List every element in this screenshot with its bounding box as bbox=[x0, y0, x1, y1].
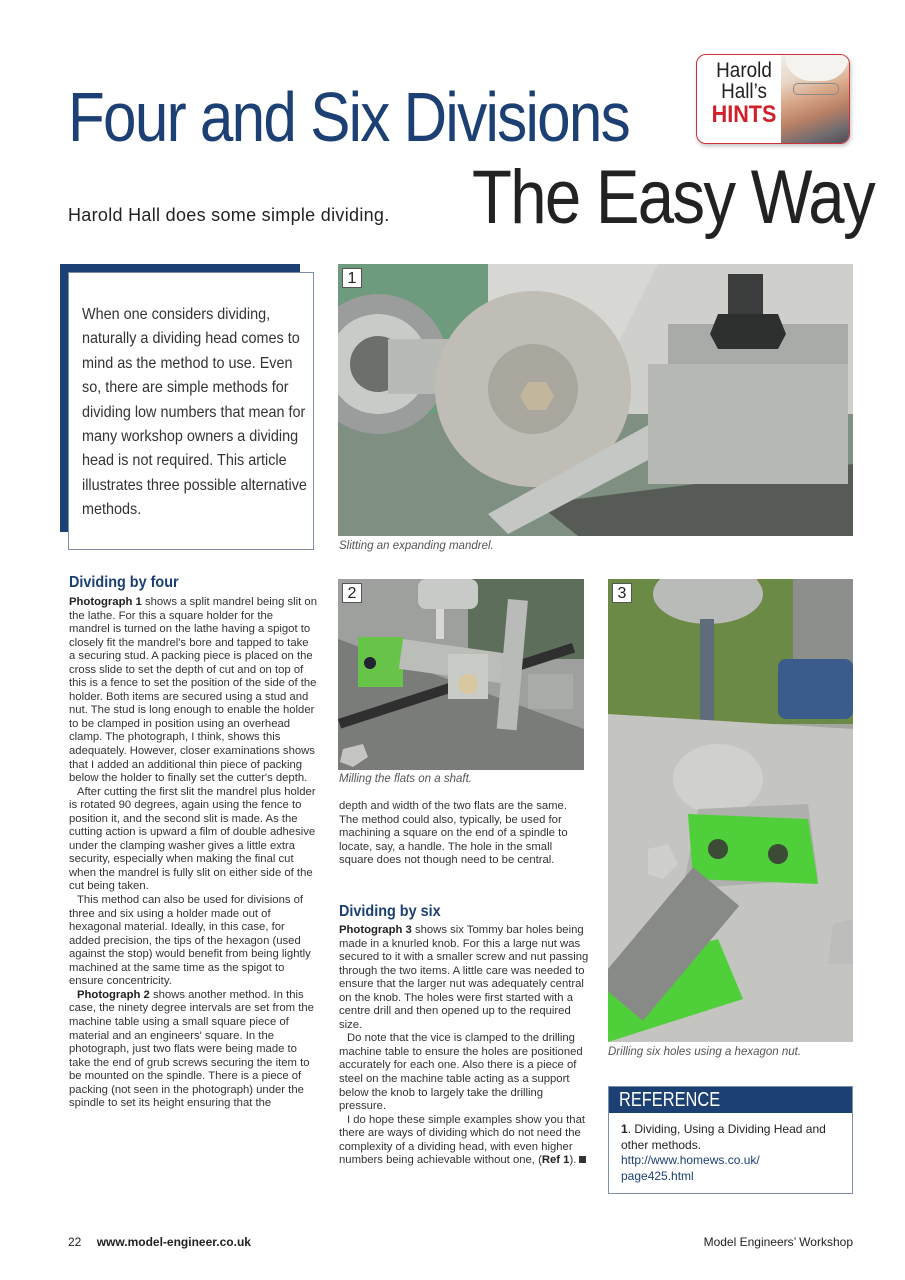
paragraph: This method can also be used for divisions of three and six using a holder made out of hexagonal material. Ideally, in this case, for added precision, the tips of the hexagon (used against the stop) would benefit from being lightly machined at the same time as the spigot to ensure concentricity. bbox=[69, 894, 311, 988]
intro-box bbox=[68, 272, 314, 550]
paragraph: Photograph 1 shows a split mandrel being slit on the lathe. For this a square holder for the mandrel is turned on the lathe having a spigot to closely fit the mandrel's bore and tapped to take a securing stud. A packing piece is placed on the cross slide to set the depth of cut and on top of this is a fence to set the position of the side of the holder. Both items are secured using a stud and nut. The stud is long enough to enable the holder to be clamped in position using an overhead clamp. The photograph, I think, shows this adequately. However, closer examinations shows that I added an additional thin piece of packing below the holder to finally set the cutter's depth. bbox=[69, 596, 318, 785]
page-number: 22 bbox=[68, 1235, 82, 1249]
badge-line1: Harold bbox=[716, 59, 772, 82]
photo-1 bbox=[338, 264, 853, 536]
body-column-2 bbox=[339, 800, 589, 868]
reference-box bbox=[608, 1086, 853, 1194]
drilling-hexagon-image bbox=[608, 579, 853, 1042]
photo-number-3: 3 bbox=[612, 583, 632, 603]
footer-left bbox=[68, 1235, 251, 1249]
photo-ref-bold: Photograph 3 bbox=[339, 924, 412, 936]
caption-photo-2: Milling the flats on a shaft. bbox=[339, 773, 472, 785]
end-mark-icon bbox=[579, 1156, 586, 1163]
photo-number-2: 2 bbox=[342, 583, 362, 603]
photo-3 bbox=[608, 579, 853, 1042]
reference-body: 1. Dividing, Using a Dividing Head and other methods. http://www.homews.co.uk/ page425.html bbox=[609, 1113, 852, 1193]
photo-2 bbox=[338, 579, 584, 770]
intro-text: When one considers dividing, naturally a dividing head comes to mind as the method to use. Even so, there are simple methods for dividing low numbers that mean for many workshop owners a dividing head is not required. This article illustrates three possible alternative methods. bbox=[82, 306, 307, 519]
paragraph: depth and width of the two flats are the same. The method could also, typically, be used for machining a square on the end of a spindle to locate, say, a handle. The hole in the small square does not though need to be central. bbox=[339, 800, 568, 867]
caption-photo-3: Drilling six holes using a hexagon nut. bbox=[608, 1046, 802, 1058]
glasses-icon bbox=[793, 83, 839, 95]
lathe-slitting-image bbox=[338, 264, 853, 536]
reference-link[interactable]: http://www.homews.co.uk/ page425.html bbox=[621, 1153, 760, 1183]
magazine-name: Model Engineers’ Workshop bbox=[703, 1235, 853, 1249]
hints-badge bbox=[696, 54, 850, 144]
photo-ref-bold: Photograph 1 bbox=[69, 596, 142, 608]
body-column-1 bbox=[69, 596, 317, 1111]
website-link[interactable]: www.model-engineer.co.uk bbox=[96, 1235, 251, 1249]
milling-flats-image bbox=[338, 579, 584, 770]
caption-photo-1: Slitting an expanding mandrel. bbox=[339, 540, 494, 552]
paragraph: Do note that the vice is clamped to the drilling machine table to ensure the holes are positioned accurately for each one. Also there is a piece of steel on the machine table acting as a support below the knob to largely take the drilling pressure. bbox=[339, 1032, 583, 1113]
heading-dividing-by-four: Dividing by four bbox=[69, 574, 179, 591]
heading-dividing-by-six: Dividing by six bbox=[339, 903, 441, 920]
article-title-line2: The Easy Way bbox=[472, 155, 874, 240]
reference-marker: Ref 1 bbox=[541, 1154, 570, 1167]
paragraph: Photograph 2 shows another method. In this case, the ninety degree intervals are set from the machine table using a small square piece of material and an engineers' square. In the photograph, just two flats were being made to take the end of grub screws securing the item to be mounted on the spindle. There is a piece of packing (not seen in the photograph) under the spindle to set its height ensuring that the bbox=[69, 988, 314, 1110]
badge-line2: Hall’s bbox=[721, 80, 767, 103]
body-column-2b bbox=[339, 924, 589, 1168]
photo-ref-bold: Photograph 2 bbox=[77, 988, 150, 1001]
article-title-line1: Four and Six Divisions bbox=[68, 78, 630, 156]
author-portrait bbox=[781, 55, 849, 143]
paragraph: After cutting the first slit the mandrel plus holder is rotated 90 degrees, again using the fence to position it, and the second slit is made. As the cutting action is upward a film of double adhesive under the clamping washer gives a little extra security, especially when making the final cut when the mandrel is fully slit on either side of the cut being taken. bbox=[69, 785, 316, 893]
paragraph: I do hope these simple examples show you that there are ways of dividing which do not need the complexity of a dividing head, with even higher numbers being achievable without one, (Ref 1). bbox=[339, 1113, 586, 1167]
reference-heading: REFERENCE bbox=[609, 1087, 852, 1113]
badge-hints: HINTS bbox=[711, 101, 777, 128]
standfirst: Harold Hall does some simple dividing. bbox=[68, 205, 390, 225]
paragraph: Photograph 3 shows six Tommy bar holes being made in a knurled knob. For this a large nut was secured to it with a smaller screw and nut passing through the two items. A little care was needed to ensure that the larger nut was adequately central on the knob. The holes were first started with a centre drill and then opened up to the required size. bbox=[339, 924, 589, 1031]
photo-number-1: 1 bbox=[342, 268, 362, 288]
